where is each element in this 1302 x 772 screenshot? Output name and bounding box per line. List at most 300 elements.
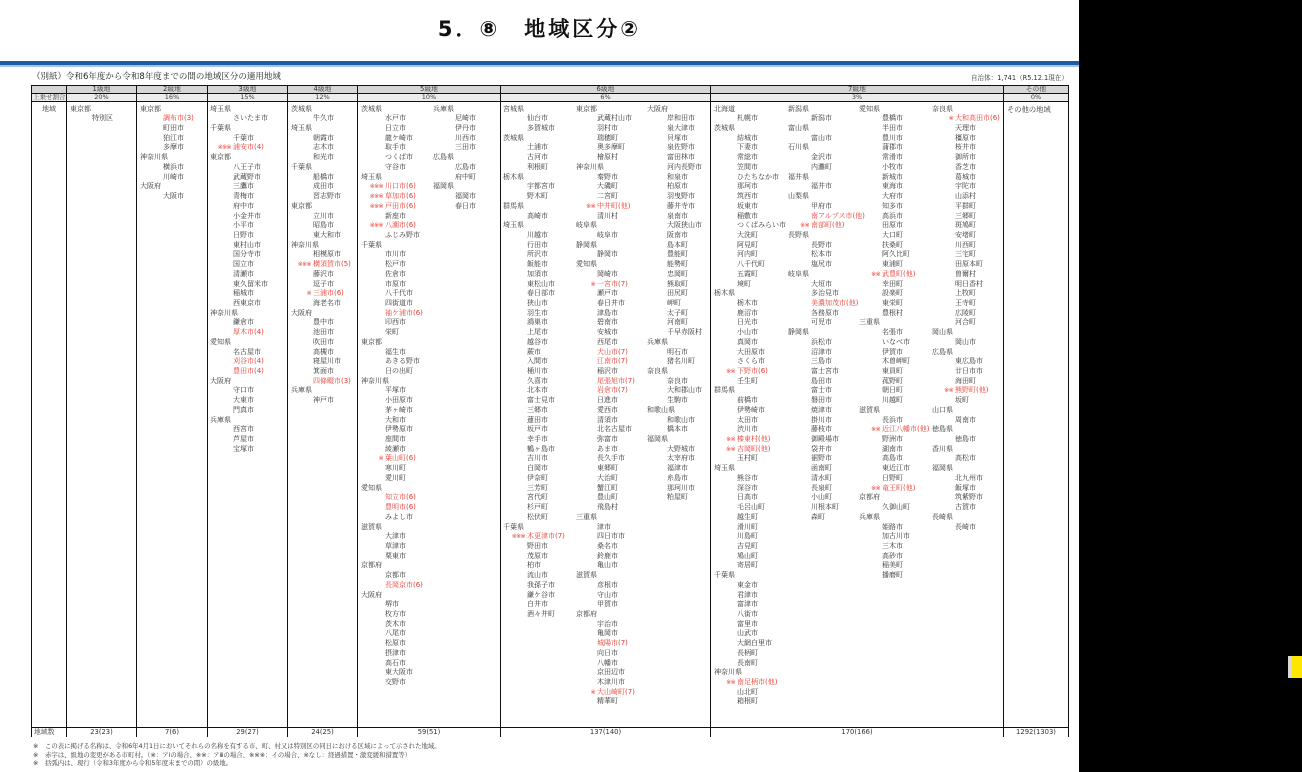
municipality-item <box>714 513 786 523</box>
municipality-item <box>361 260 423 270</box>
municipality-name: 大津市 <box>385 532 406 541</box>
municipality-item <box>576 377 635 387</box>
municipality-name: 蓮田市 <box>527 415 548 424</box>
municipality-name: 逗子市 <box>313 279 334 288</box>
municipality-item <box>932 173 1000 183</box>
municipality-name: 大磯町 <box>597 182 618 191</box>
prefecture-label: 宮城県 <box>503 104 524 113</box>
surcharge-rate-label: 上乗せ割合 <box>33 94 66 101</box>
prefecture-label: 大阪府 <box>291 308 312 317</box>
municipality-name: 富士宮市 <box>811 367 839 375</box>
municipality-name: 亀岡市 <box>597 629 618 638</box>
municipality-name: 毛呂山町 <box>737 503 765 512</box>
municipality-name: 野木町 <box>527 192 548 201</box>
municipality-name: 栄町 <box>385 328 399 337</box>
municipality-item <box>361 678 423 688</box>
municipality-name: 浜松市 <box>811 337 832 346</box>
municipality-name: 市原市 <box>385 279 406 288</box>
municipality-name: 阿久比町 <box>882 250 910 259</box>
municipality-name: 広島市 <box>455 162 476 171</box>
municipality-name: 春日井市 <box>597 298 625 307</box>
municipality-item <box>788 241 865 251</box>
municipality-item <box>788 318 865 328</box>
municipality-name: 白岡市 <box>527 464 548 473</box>
municipality-name: 一宮市(7) <box>597 279 628 288</box>
municipality-item <box>361 309 423 319</box>
other-regions-text: その他の地域 <box>1007 104 1051 114</box>
prefecture-label: 大阪府 <box>361 590 382 599</box>
municipality-item <box>859 464 929 474</box>
municipality-item <box>647 270 702 280</box>
municipality-item <box>647 250 702 260</box>
change-mark: ※※※ <box>217 144 231 152</box>
municipality-name: 徳島市 <box>955 435 976 444</box>
municipality-item <box>859 202 929 212</box>
municipality-item <box>647 182 702 192</box>
municipality-item <box>859 143 929 153</box>
municipality-name: 岡山市 <box>955 337 976 346</box>
region-label-cell <box>32 102 66 728</box>
municipality-name: 中井町(他) <box>597 201 631 210</box>
municipality-name: 茂原市 <box>527 551 548 560</box>
municipality-name: 横須賀市(5) <box>313 260 351 269</box>
municipality-item <box>788 474 865 484</box>
municipality-name: 榛東村(他) <box>737 435 771 444</box>
municipality-item <box>788 134 865 144</box>
municipality-item <box>576 182 635 192</box>
municipality-item <box>788 454 865 464</box>
municipality-name: 四街道市 <box>385 298 413 307</box>
municipality-item <box>714 406 786 416</box>
municipality-name: 大網白里市 <box>737 639 772 648</box>
municipality-name: 多賀城市 <box>527 124 555 133</box>
municipality-item <box>140 134 194 144</box>
municipality-name: 多治見市 <box>811 289 839 298</box>
footnote <box>33 759 441 768</box>
municipality-item <box>647 309 702 319</box>
municipality-name: 東員町 <box>882 367 903 375</box>
municipality-name: 明石市 <box>667 347 688 356</box>
municipality-item <box>361 493 423 503</box>
municipality-name: 厚木市(4) <box>233 328 264 337</box>
municipality-name: 調布市(3) <box>163 114 194 123</box>
municipality-item <box>291 221 351 231</box>
municipality-item <box>503 328 565 338</box>
municipality-name: 泉佐野市 <box>667 143 695 152</box>
municipality-name: 綾瀬市 <box>385 444 406 453</box>
municipality-name: 幸手市 <box>527 435 548 444</box>
prefecture-label: 静岡県 <box>576 240 597 249</box>
municipality-name: 塩尻市 <box>811 260 832 269</box>
municipality-name: 川西町 <box>955 240 976 249</box>
surcharge-rate: 15% <box>208 94 287 102</box>
municipality-name: 桶川市 <box>527 367 548 375</box>
municipality-item <box>647 173 702 183</box>
prefecture-label: 滋賀県 <box>576 571 597 580</box>
municipality-item <box>788 309 865 319</box>
municipality-name: 熊谷市 <box>737 473 758 482</box>
municipality-item <box>576 134 635 144</box>
municipality-name: 国分寺市 <box>233 250 261 259</box>
municipality-item <box>361 532 423 542</box>
municipality-item <box>576 532 635 542</box>
region-count: 59(51) <box>417 728 441 736</box>
municipality-item <box>859 367 929 377</box>
municipality-name: 三島市 <box>811 357 832 366</box>
municipality-name: 碧南市 <box>597 318 618 327</box>
municipality-name: 大阪狭山市 <box>667 221 702 230</box>
municipality-item <box>859 124 929 134</box>
municipality-item <box>714 250 786 260</box>
municipality-name: 彦根市 <box>597 580 618 589</box>
municipality-item <box>433 143 476 153</box>
municipality-item <box>503 591 565 601</box>
prefecture-label: 神奈川県 <box>714 668 742 677</box>
municipality-name: 富里市 <box>737 619 758 628</box>
region-list <box>361 105 423 688</box>
municipality-item <box>647 202 702 212</box>
municipality-item <box>503 377 565 387</box>
municipality-item <box>647 396 702 406</box>
municipality-name: 飯能市 <box>527 260 548 269</box>
municipality-item <box>859 503 929 513</box>
municipality-name: 奈良市 <box>667 376 688 385</box>
municipality-name: 小平市 <box>233 221 254 230</box>
municipality-name: 野田市 <box>527 541 548 550</box>
municipality-name: 東海市 <box>882 182 903 191</box>
municipality-name: 曽爾村 <box>955 269 976 278</box>
municipality-item <box>361 153 423 163</box>
municipality-name: 渋川市 <box>737 425 758 434</box>
prefecture-label: 東京都 <box>140 104 161 113</box>
municipality-name: 豊根村 <box>882 308 903 317</box>
region-list <box>647 105 702 503</box>
municipality-item <box>647 280 702 290</box>
municipality-name: 菰野町 <box>882 376 903 385</box>
municipality-item <box>291 153 351 163</box>
municipality-item <box>503 241 565 251</box>
municipality-name: 生駒市 <box>667 396 688 405</box>
municipality-item <box>932 309 1000 319</box>
municipality-name: 宇陀市 <box>955 182 976 191</box>
municipality-name: 平塚市 <box>385 386 406 395</box>
prefecture-label: 東京都 <box>576 104 597 113</box>
municipality-item <box>503 192 565 202</box>
municipality-item <box>291 328 351 338</box>
municipality-item <box>714 377 786 387</box>
grade-header: 7級地 <box>711 86 1003 94</box>
municipality-item <box>503 250 565 260</box>
surcharge-rate: 3% <box>711 94 1003 102</box>
municipality-item <box>714 318 786 328</box>
municipality-item <box>291 289 351 299</box>
municipality-item <box>714 561 786 571</box>
municipality-item <box>714 173 786 183</box>
municipality-item <box>140 114 194 124</box>
municipality-item <box>210 221 268 231</box>
municipality-item <box>503 406 565 416</box>
municipality-name: 飛島村 <box>597 503 618 512</box>
municipality-item <box>361 396 423 406</box>
municipality-item <box>576 348 635 358</box>
municipality-item <box>932 143 1000 153</box>
municipality-name: 姫路市 <box>882 522 903 531</box>
municipality-item <box>859 231 929 241</box>
municipality-item <box>932 221 1000 231</box>
prefecture-label: 長崎県 <box>932 512 953 521</box>
municipality-item <box>433 114 476 124</box>
municipality-item <box>714 270 786 280</box>
municipality-name: 日野町 <box>882 473 903 482</box>
municipality-name: 飯塚市 <box>955 483 976 492</box>
prefecture-label: 茨城県 <box>361 104 382 113</box>
municipality-name: 相模原市 <box>313 250 341 259</box>
municipality-name: 向日市 <box>597 648 618 657</box>
municipality-name: 愛西市 <box>597 405 618 414</box>
grade-header: 4級地 <box>288 86 357 94</box>
prefecture-label: 山口県 <box>932 405 953 414</box>
municipality-name: つくばみらい市 <box>737 221 786 230</box>
municipality-name: 鶴ヶ島市 <box>527 444 555 453</box>
municipality-name: 野洲市 <box>882 435 903 444</box>
region-cell <box>208 102 287 728</box>
municipality-name: 木更津市(7) <box>527 532 565 541</box>
municipality-name: 三木市 <box>882 541 903 550</box>
municipality-item <box>210 241 268 251</box>
municipality-name: 藤井寺市 <box>667 201 695 210</box>
municipality-name: 近江八幡市(他) <box>882 425 930 434</box>
municipality-name: 刈谷市(4) <box>233 357 264 366</box>
municipality-item <box>503 143 565 153</box>
municipality-item <box>361 513 423 523</box>
change-mark: ※ <box>948 115 953 123</box>
municipality-name: 明日香村 <box>955 279 983 288</box>
municipality-name: 加須市 <box>527 269 548 278</box>
municipality-item <box>788 289 865 299</box>
grade-header: 2級地 <box>137 86 207 94</box>
municipality-item <box>788 163 865 173</box>
municipality-item <box>576 338 635 348</box>
municipality-name: 寄居町 <box>737 561 758 570</box>
grade-column-3 <box>208 85 288 737</box>
grade-header: その他 <box>1004 86 1068 94</box>
municipality-item <box>647 153 702 163</box>
municipality-name: 大治町 <box>597 473 618 482</box>
municipality-item <box>576 688 635 698</box>
prefecture-label: 神奈川県 <box>210 308 238 317</box>
municipality-item <box>576 386 635 396</box>
municipality-item <box>433 202 476 212</box>
municipality-item <box>291 182 351 192</box>
prefecture-label: 三重県 <box>576 512 597 521</box>
prefecture-label: 徳島県 <box>932 425 953 434</box>
grade-column-1 <box>67 85 137 737</box>
municipality-item <box>714 280 786 290</box>
municipality-item <box>361 406 423 416</box>
municipality-item <box>714 153 786 163</box>
municipality-item <box>503 396 565 406</box>
region-list <box>859 105 929 581</box>
municipality-item <box>361 289 423 299</box>
municipality-name: 平群町 <box>955 201 976 210</box>
municipality-name: 大山崎町(7) <box>597 687 635 696</box>
prefecture-label: 東京都 <box>70 104 91 113</box>
municipality-name: 草加市(6) <box>385 192 416 201</box>
municipality-name: 津島市 <box>597 308 618 317</box>
municipality-item <box>361 202 423 212</box>
prefecture-label: 千葉県 <box>714 571 735 580</box>
footnotes <box>33 742 441 768</box>
municipality-item <box>932 299 1000 309</box>
municipality-item <box>361 649 423 659</box>
municipality-name: 木津川市 <box>597 678 625 686</box>
municipality-name: 行田市 <box>527 240 548 249</box>
municipality-item <box>503 318 565 328</box>
municipality-name: 袋井市 <box>811 444 832 453</box>
footnote-text: この表に掲げる名称は、令和6年4月1日においてそれらの名称を有する市、町、村又は特別区の同日における区域によって示された地域。 <box>45 742 441 750</box>
municipality-item <box>932 523 1000 533</box>
municipality-name: 津市 <box>597 522 611 531</box>
change-mark: ※※ <box>586 202 595 210</box>
municipality-item <box>361 367 423 377</box>
municipality-item <box>576 250 635 260</box>
municipality-name: 奥多摩町 <box>597 143 625 152</box>
municipality-name: 北九州市 <box>955 473 983 482</box>
municipality-name: 掛川市 <box>811 415 832 424</box>
municipality-name: 座間市 <box>385 435 406 444</box>
municipality-item <box>140 192 194 202</box>
municipality-name: 設楽町 <box>882 289 903 298</box>
municipality-name: 東広島市 <box>955 357 983 366</box>
municipality-item <box>714 241 786 251</box>
municipality-name: 三宅町 <box>955 250 976 259</box>
municipality-item <box>70 114 113 124</box>
municipality-name: 君津市 <box>737 590 758 599</box>
municipality-name: 長浜市 <box>882 415 903 424</box>
prefecture-label: 京都府 <box>361 561 382 570</box>
municipality-name: 小金井市 <box>233 211 261 220</box>
surcharge-rate: 0% <box>1004 94 1068 102</box>
municipality-name: 鎌倉市 <box>233 318 254 327</box>
region-count: 170(166) <box>841 728 873 736</box>
municipality-name: 富田林市 <box>667 153 695 162</box>
municipality-name: 播磨町 <box>882 571 903 580</box>
municipality-item <box>714 620 786 630</box>
municipality-name: 糸島市 <box>667 473 688 482</box>
municipality-name: 半田市 <box>882 124 903 133</box>
municipality-name: 市川市 <box>385 250 406 259</box>
municipality-name: 江南市(7) <box>597 357 628 366</box>
municipality-name: 日進市 <box>597 396 618 405</box>
municipality-name: 川根本町 <box>811 503 839 512</box>
municipality-name: 川島町 <box>737 532 758 541</box>
municipality-name: 羽村市 <box>597 124 618 133</box>
municipality-name: 藤枝市 <box>811 425 832 434</box>
municipality-item <box>361 600 423 610</box>
municipality-item <box>361 134 423 144</box>
municipality-item <box>210 143 268 153</box>
municipality-name: あま市 <box>597 444 618 453</box>
municipality-item <box>210 357 268 367</box>
municipality-item <box>503 542 565 552</box>
municipality-item <box>647 474 702 484</box>
municipality-name: 三田市 <box>455 143 476 152</box>
municipality-name: 知多市 <box>882 201 903 210</box>
municipality-item <box>576 212 635 222</box>
region-list <box>433 105 476 212</box>
municipality-item <box>647 289 702 299</box>
municipality-item <box>576 659 635 669</box>
municipality-item <box>503 212 565 222</box>
municipality-name: 美濃加茂市(他) <box>811 298 859 307</box>
municipality-name: 大和高田市(6) <box>955 114 1000 123</box>
municipality-name: 川越町 <box>882 396 903 405</box>
municipality-item <box>576 124 635 134</box>
municipality-name: 守谷市 <box>385 162 406 171</box>
region-cell <box>711 102 1003 728</box>
prefecture-label: 愛知県 <box>859 104 880 113</box>
municipality-item <box>503 153 565 163</box>
municipality-name: 日光市 <box>737 318 758 327</box>
change-mark: ※ <box>306 290 311 298</box>
municipality-item <box>788 493 865 503</box>
municipality-item <box>932 250 1000 260</box>
municipality-name: 伊丹市 <box>455 124 476 133</box>
municipality-name: 鳩山町 <box>737 551 758 560</box>
region-cell <box>67 102 136 728</box>
municipality-name: 南部町(他) <box>811 221 845 230</box>
municipality-name: 印西市 <box>385 318 406 327</box>
municipality-item <box>647 425 702 435</box>
municipality-name: 小田原市 <box>385 396 413 405</box>
municipality-item <box>503 454 565 464</box>
region-list <box>788 105 865 523</box>
municipality-item <box>576 542 635 552</box>
change-mark: ※ <box>590 280 595 288</box>
municipality-item <box>576 445 635 455</box>
municipality-name: 那珂市 <box>737 182 758 191</box>
municipality-name: 日野市 <box>233 230 254 239</box>
municipality-item <box>361 280 423 290</box>
municipality-name: 熊野町(他) <box>955 386 989 395</box>
municipality-name: 山武市 <box>737 629 758 638</box>
municipality-item <box>714 416 786 426</box>
municipality-item <box>714 435 786 445</box>
municipality-name: 岸和田市 <box>667 114 695 123</box>
municipality-item <box>503 270 565 280</box>
municipality-item <box>647 493 702 503</box>
municipality-name: 能勢町 <box>667 260 688 269</box>
municipality-item <box>503 484 565 494</box>
municipality-name: 南アルプス市(他) <box>811 211 865 220</box>
municipality-item <box>714 357 786 367</box>
municipality-item <box>291 250 351 260</box>
footnote-mark: ※ <box>33 742 39 750</box>
municipality-name: 吉岡町(他) <box>737 444 771 453</box>
municipality-item <box>361 114 423 124</box>
municipality-name: 春日市 <box>455 201 476 210</box>
municipality-name: 草津市 <box>385 541 406 550</box>
municipality-name: 志木市 <box>313 143 334 152</box>
municipality-name: 長野市 <box>811 240 832 249</box>
municipality-item <box>503 425 565 435</box>
prefecture-label: 千葉県 <box>210 124 231 133</box>
change-mark: ※※ <box>726 679 735 686</box>
municipality-item <box>647 328 702 338</box>
municipality-name: 橋本市 <box>667 425 688 434</box>
municipality-item <box>932 386 1000 396</box>
municipality-name: 福井市 <box>811 182 832 191</box>
